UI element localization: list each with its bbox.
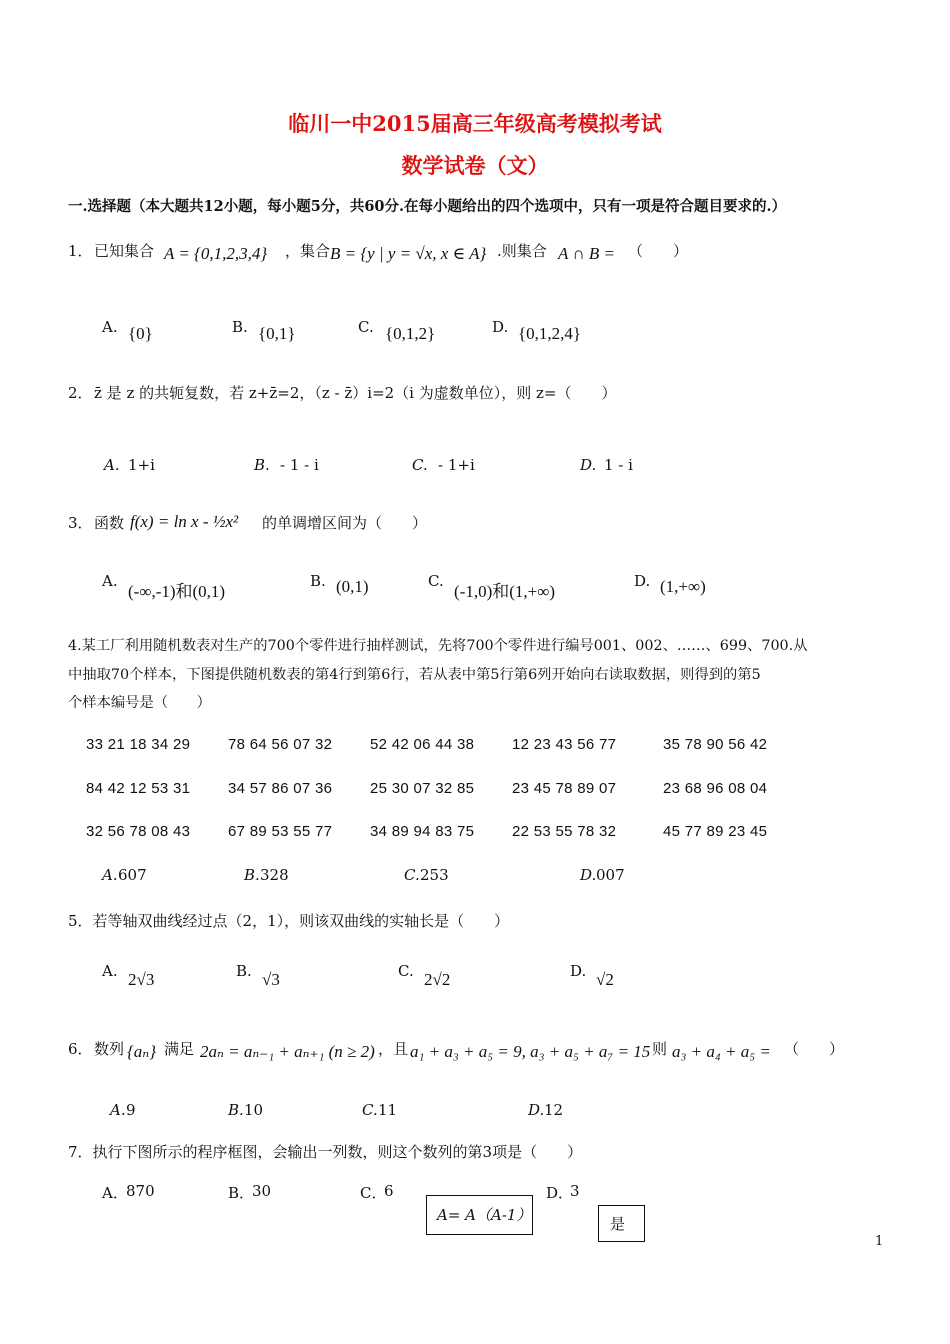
table-cell: 34 57 86 07 36 — [228, 780, 333, 797]
flowchart-yes-text: 是 — [610, 1215, 626, 1233]
q6-option-a-label: A. — [110, 1101, 126, 1119]
q1-paren: （ ） — [628, 242, 689, 260]
q2-option-a-label: A. — [104, 456, 120, 474]
page-number: 1 — [875, 1234, 884, 1249]
q4-line-2: 中抽取70个样本，下图提供随机数表的第4行到第6行，若从表中第5行第6列开始向右读取数据，则得到的第5 — [68, 667, 761, 683]
table-cell: 52 42 06 44 38 — [370, 736, 475, 753]
q3-option-c-label: C. — [428, 572, 444, 590]
q7-option-a-label: A． — [102, 1184, 128, 1202]
q1-option-b-value: {0,1} — [258, 324, 296, 343]
q6-math-1: {aₙ} — [127, 1042, 156, 1061]
q4-option-d-value: 007 — [596, 866, 625, 884]
q7-option-a-value: 870 — [126, 1182, 155, 1200]
q2-option-b-label: B. — [254, 456, 270, 474]
q3-text-1: 函数 — [94, 514, 125, 532]
q3-number: 3． — [68, 514, 93, 532]
q2-option-d-label: D. — [580, 456, 597, 474]
table-cell: 78 64 56 07 32 — [228, 736, 333, 753]
q2-option-d-value: 1 - i — [604, 456, 633, 474]
q7-option-c-value: 6 — [384, 1182, 394, 1200]
q1-number: 1． — [68, 242, 93, 260]
q3-text-2: 的单调增区间为（ ） — [262, 514, 428, 532]
q1-math-2: B = {y | y = √x, x ∈ A} — [330, 244, 487, 263]
q2-option-a-value: 1+i — [128, 456, 155, 474]
q1-option-c-label: C. — [358, 318, 374, 336]
q6-number: 6． — [68, 1040, 93, 1058]
q6-math-4: a₃ + a₄ + a₅ = — [672, 1042, 771, 1061]
q7-option-b-value: 30 — [252, 1182, 272, 1200]
q4-option-a-label: A. — [102, 866, 118, 884]
q2-number: 2． — [68, 384, 93, 402]
q1-option-a-label: A. — [102, 318, 118, 336]
q5-option-a-value: 2√3 — [128, 970, 155, 989]
q6-text-4: 则 — [652, 1040, 668, 1058]
q5-text: 5．若等轴双曲线经过点（2，1），则该双曲线的实轴长是（ ） — [68, 912, 510, 930]
q4-option-c-label: C. — [404, 866, 420, 884]
q3-option-b-label: B. — [310, 572, 326, 590]
q1-math-3: A ∩ B = — [558, 244, 615, 263]
flowchart-yes-box — [598, 1205, 645, 1242]
q2-text: z̄ 是 z 的共轭复数，若 z+z̄=2，（z - z̄）i=2（i 为虚数单位），则 z=（ ） — [94, 384, 617, 402]
q6-option-b-value: 10 — [244, 1101, 264, 1119]
q7-option-b-label: B． — [228, 1184, 255, 1202]
q6-option-d-value: 12 — [544, 1101, 564, 1119]
q6-text-3: ，且 — [378, 1040, 409, 1058]
q1-text-2: ，集合 — [285, 242, 331, 260]
q3-option-c-value: (-1,0)和(1,+∞) — [454, 582, 556, 601]
q3-option-a-value: (-∞,-1)和(0,1) — [128, 582, 226, 601]
table-cell: 23 68 96 08 04 — [663, 780, 768, 797]
q6-text-2: 满足 — [164, 1040, 195, 1058]
exam-title: 临川一中2015届高三年级高考模拟考试 — [288, 111, 662, 136]
q3-option-b-value: (0,1) — [336, 577, 369, 596]
q6-option-c-value: 11 — [378, 1101, 398, 1119]
q3-option-d-value: (1,+∞) — [660, 577, 706, 596]
q6-option-a-value: 9 — [126, 1101, 136, 1119]
q3-option-a-label: A. — [102, 572, 118, 590]
q5-option-b-label: B. — [236, 962, 252, 980]
q6-option-d-label: D. — [528, 1101, 545, 1119]
table-cell: 32 56 78 08 43 — [86, 823, 191, 840]
q7-option-d-label: D． — [546, 1184, 574, 1202]
q7-option-c-label: C． — [360, 1184, 387, 1202]
table-cell: 84 42 12 53 31 — [86, 780, 191, 797]
table-cell: 33 21 18 34 29 — [86, 736, 191, 753]
q4-option-d-label: D. — [580, 866, 597, 884]
q5-option-d-label: D. — [570, 962, 587, 980]
q6-option-b-label: B. — [228, 1101, 244, 1119]
q5-option-d-value: √2 — [596, 970, 614, 989]
q2-option-b-value: - 1 - i — [280, 456, 319, 474]
q4-option-c-value: 253 — [420, 866, 449, 884]
q2-option-c-label: C. — [412, 456, 428, 474]
table-cell: 35 78 90 56 42 — [663, 736, 768, 753]
q6-option-c-label: C. — [362, 1101, 378, 1119]
q4-option-b-label: B. — [244, 866, 260, 884]
q4-line-3: 个样本编号是（ ） — [68, 695, 211, 711]
q1-text-1: 已知集合 — [94, 242, 155, 260]
section-header: 一.选择题（本大题共12小题，每小题5分，共60分.在每小题给出的四个选项中，只有一项是符合题目要求的.） — [68, 198, 787, 215]
q6-math-2: 2aₙ = aₙ₋₁ + aₙ₊₁ (n ≥ 2) — [200, 1042, 375, 1061]
q7-text: 7．执行下图所示的程序框图，会输出一列数，则这个数列的第3项是（ ） — [68, 1143, 583, 1161]
q5-option-c-label: C. — [398, 962, 414, 980]
exam-subtitle: 数学试卷（文） — [401, 153, 549, 178]
table-cell: 25 30 07 32 85 — [370, 780, 475, 797]
q6-text-1: 数列 — [94, 1040, 125, 1058]
q1-option-a-value: {0} — [128, 324, 153, 343]
table-cell: 45 77 89 23 45 — [663, 823, 768, 840]
table-cell: 34 89 94 83 75 — [370, 823, 475, 840]
q6-math-3: a₁ + a₃ + a₅ = 9, a₃ + a₅ + a₇ = 15 — [410, 1042, 651, 1061]
q2-option-c-value: - 1+i — [438, 456, 475, 474]
q1-option-b-label: B. — [232, 318, 248, 336]
q1-option-d-label: D. — [492, 318, 509, 336]
flowchart-process-box — [426, 1195, 533, 1235]
q1-option-d-value: {0,1,2,4} — [518, 324, 582, 343]
q3-option-d-label: D. — [634, 572, 651, 590]
q4-option-a-value: 607 — [118, 866, 147, 884]
table-cell: 22 53 55 78 32 — [512, 823, 617, 840]
q4-line-1: 4.某工厂利用随机数表对生产的700个零件进行抽样测试，先将700个零件进行编号001、002、……、699、700.从 — [68, 638, 808, 654]
table-cell: 67 89 53 55 77 — [228, 823, 333, 840]
q1-text-3: .则集合 — [497, 242, 547, 260]
q6-paren: （ ） — [784, 1040, 845, 1058]
q3-math: f(x) = ln x - ½x² — [130, 512, 239, 531]
flowchart-process-text: A= A（A-1） — [437, 1206, 532, 1224]
q1-math-1: A = {0,1,2,3,4} — [164, 244, 268, 263]
table-cell: 23 45 78 89 07 — [512, 780, 617, 797]
q7-option-d-value: 3 — [570, 1182, 580, 1200]
q5-option-c-value: 2√2 — [424, 970, 451, 989]
q4-option-b-value: 328 — [260, 866, 289, 884]
q5-option-b-value: √3 — [262, 970, 280, 989]
q5-option-a-label: A. — [102, 962, 118, 980]
q1-option-c-value: {0,1,2} — [385, 324, 436, 343]
table-cell: 12 23 43 56 77 — [512, 736, 617, 753]
